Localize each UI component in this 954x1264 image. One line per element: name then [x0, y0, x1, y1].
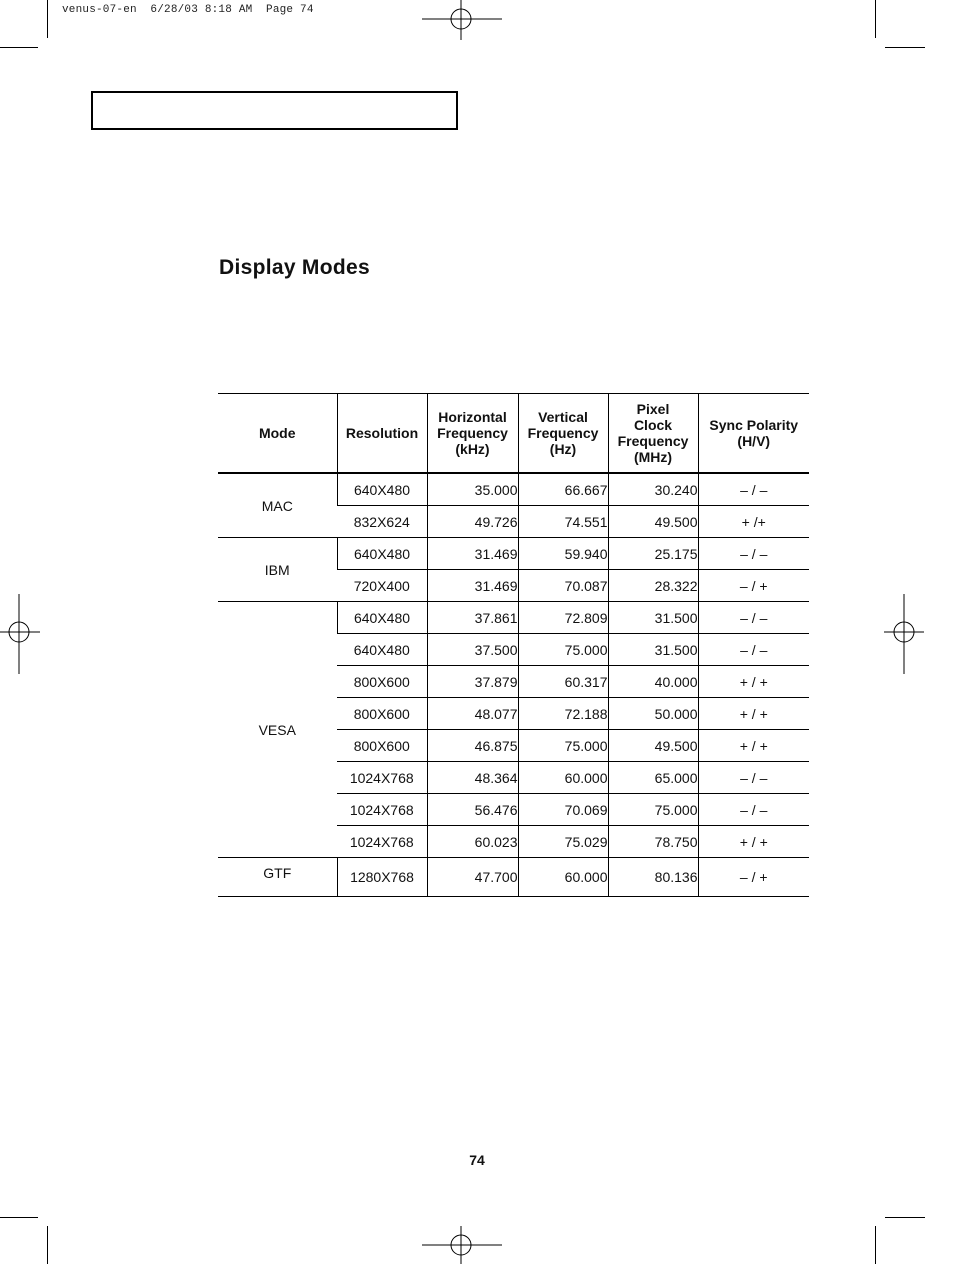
header-sync-polarity: Sync Polarity (H/V)	[698, 394, 809, 474]
sync-polarity-cell: – / –	[698, 634, 809, 666]
pixel-clock-cell: 65.000	[608, 762, 698, 794]
pixel-clock-cell: 28.322	[608, 570, 698, 602]
header-mode: Mode	[218, 394, 337, 474]
crop-mark-top-right-v	[875, 0, 876, 38]
hfreq-cell: 47.700	[427, 858, 518, 897]
hfreq-cell: 48.364	[427, 762, 518, 794]
vfreq-cell: 70.069	[518, 794, 608, 826]
page-number: 74	[469, 1152, 485, 1168]
sync-polarity-cell: – / –	[698, 794, 809, 826]
crop-mark-top-right-h	[885, 47, 925, 48]
display-modes-table	[218, 393, 809, 897]
hfreq-cell: 31.469	[427, 538, 518, 570]
sync-polarity-cell: – / –	[698, 602, 809, 634]
header-pixel-clock: Pixel Clock Frequency (MHz)	[608, 394, 698, 474]
sync-polarity-cell: – / –	[698, 762, 809, 794]
hfreq-cell: 49.726	[427, 506, 518, 538]
pixel-clock-cell: 49.500	[608, 730, 698, 762]
sync-polarity-cell: + / +	[698, 698, 809, 730]
mode-cell: GTF	[218, 858, 337, 897]
resolution-cell: 640X480	[337, 473, 427, 506]
pixel-clock-cell: 40.000	[608, 666, 698, 698]
resolution-cell: 640X480	[337, 634, 427, 666]
mode-cell: IBM	[218, 538, 337, 602]
resolution-cell: 1280X768	[337, 858, 427, 897]
resolution-cell: 832X624	[337, 506, 427, 538]
table-row	[218, 473, 809, 506]
mode-cell: VESA	[218, 602, 337, 858]
pixel-clock-cell: 80.136	[608, 858, 698, 897]
crop-mark-bottom-right-v	[875, 1226, 876, 1264]
hfreq-cell: 37.861	[427, 602, 518, 634]
section-header-box	[91, 91, 458, 130]
vfreq-cell: 72.809	[518, 602, 608, 634]
header-vertical-frequency: Vertical Frequency (Hz)	[518, 394, 608, 474]
crop-mark-bottom-right-h	[885, 1217, 925, 1218]
sync-polarity-cell: – / –	[698, 538, 809, 570]
resolution-cell: 640X480	[337, 538, 427, 570]
vfreq-cell: 75.000	[518, 634, 608, 666]
vfreq-cell: 74.551	[518, 506, 608, 538]
vfreq-cell: 70.087	[518, 570, 608, 602]
hfreq-cell: 37.879	[427, 666, 518, 698]
vfreq-cell: 60.000	[518, 858, 608, 897]
table-row	[218, 602, 809, 634]
crop-mark-top-left-v	[47, 0, 48, 38]
pixel-clock-cell: 30.240	[608, 473, 698, 506]
resolution-cell: 1024X768	[337, 762, 427, 794]
sync-polarity-cell: + / +	[698, 826, 809, 858]
sync-polarity-cell: + /+	[698, 506, 809, 538]
hfreq-cell: 35.000	[427, 473, 518, 506]
registration-mark-right	[884, 594, 924, 674]
pixel-clock-cell: 31.500	[608, 602, 698, 634]
sync-polarity-cell: – / +	[698, 570, 809, 602]
sync-polarity-cell: – / –	[698, 473, 809, 506]
table-row	[218, 538, 809, 570]
registration-mark-bottom	[422, 1226, 502, 1264]
pixel-clock-cell: 31.500	[608, 634, 698, 666]
hfreq-cell: 56.476	[427, 794, 518, 826]
pixel-clock-cell: 49.500	[608, 506, 698, 538]
sync-polarity-cell: + / +	[698, 666, 809, 698]
header-horizontal-frequency: Horizontal Frequency (kHz)	[427, 394, 518, 474]
resolution-cell: 1024X768	[337, 826, 427, 858]
pixel-clock-cell: 50.000	[608, 698, 698, 730]
registration-mark-left	[0, 594, 40, 674]
hfreq-cell: 60.023	[427, 826, 518, 858]
header-resolution: Resolution	[337, 394, 427, 474]
vfreq-cell: 66.667	[518, 473, 608, 506]
resolution-cell: 720X400	[337, 570, 427, 602]
sync-polarity-cell: + / +	[698, 730, 809, 762]
resolution-cell: 800X600	[337, 730, 427, 762]
hfreq-cell: 46.875	[427, 730, 518, 762]
resolution-cell: 800X600	[337, 698, 427, 730]
page-title: Display Modes	[219, 256, 370, 279]
registration-mark-top	[422, 0, 502, 40]
pixel-clock-cell: 75.000	[608, 794, 698, 826]
pixel-clock-cell: 25.175	[608, 538, 698, 570]
crop-mark-bottom-left-h	[0, 1217, 38, 1218]
table-header-row	[218, 394, 809, 474]
vfreq-cell: 60.317	[518, 666, 608, 698]
vfreq-cell: 60.000	[518, 762, 608, 794]
resolution-cell: 800X600	[337, 666, 427, 698]
hfreq-cell: 31.469	[427, 570, 518, 602]
vfreq-cell: 59.940	[518, 538, 608, 570]
resolution-cell: 1024X768	[337, 794, 427, 826]
hfreq-cell: 48.077	[427, 698, 518, 730]
printer-slug: venus-07-en 6/28/03 8:18 AM Page 74	[62, 4, 314, 16]
hfreq-cell: 37.500	[427, 634, 518, 666]
mode-cell: MAC	[218, 473, 337, 538]
vfreq-cell: 72.188	[518, 698, 608, 730]
crop-mark-bottom-left-v	[47, 1226, 48, 1264]
vfreq-cell: 75.029	[518, 826, 608, 858]
sync-polarity-cell: – / +	[698, 858, 809, 897]
crop-mark-top-left-h	[0, 47, 38, 48]
pixel-clock-cell: 78.750	[608, 826, 698, 858]
table-row	[218, 858, 809, 897]
vfreq-cell: 75.000	[518, 730, 608, 762]
resolution-cell: 640X480	[337, 602, 427, 634]
